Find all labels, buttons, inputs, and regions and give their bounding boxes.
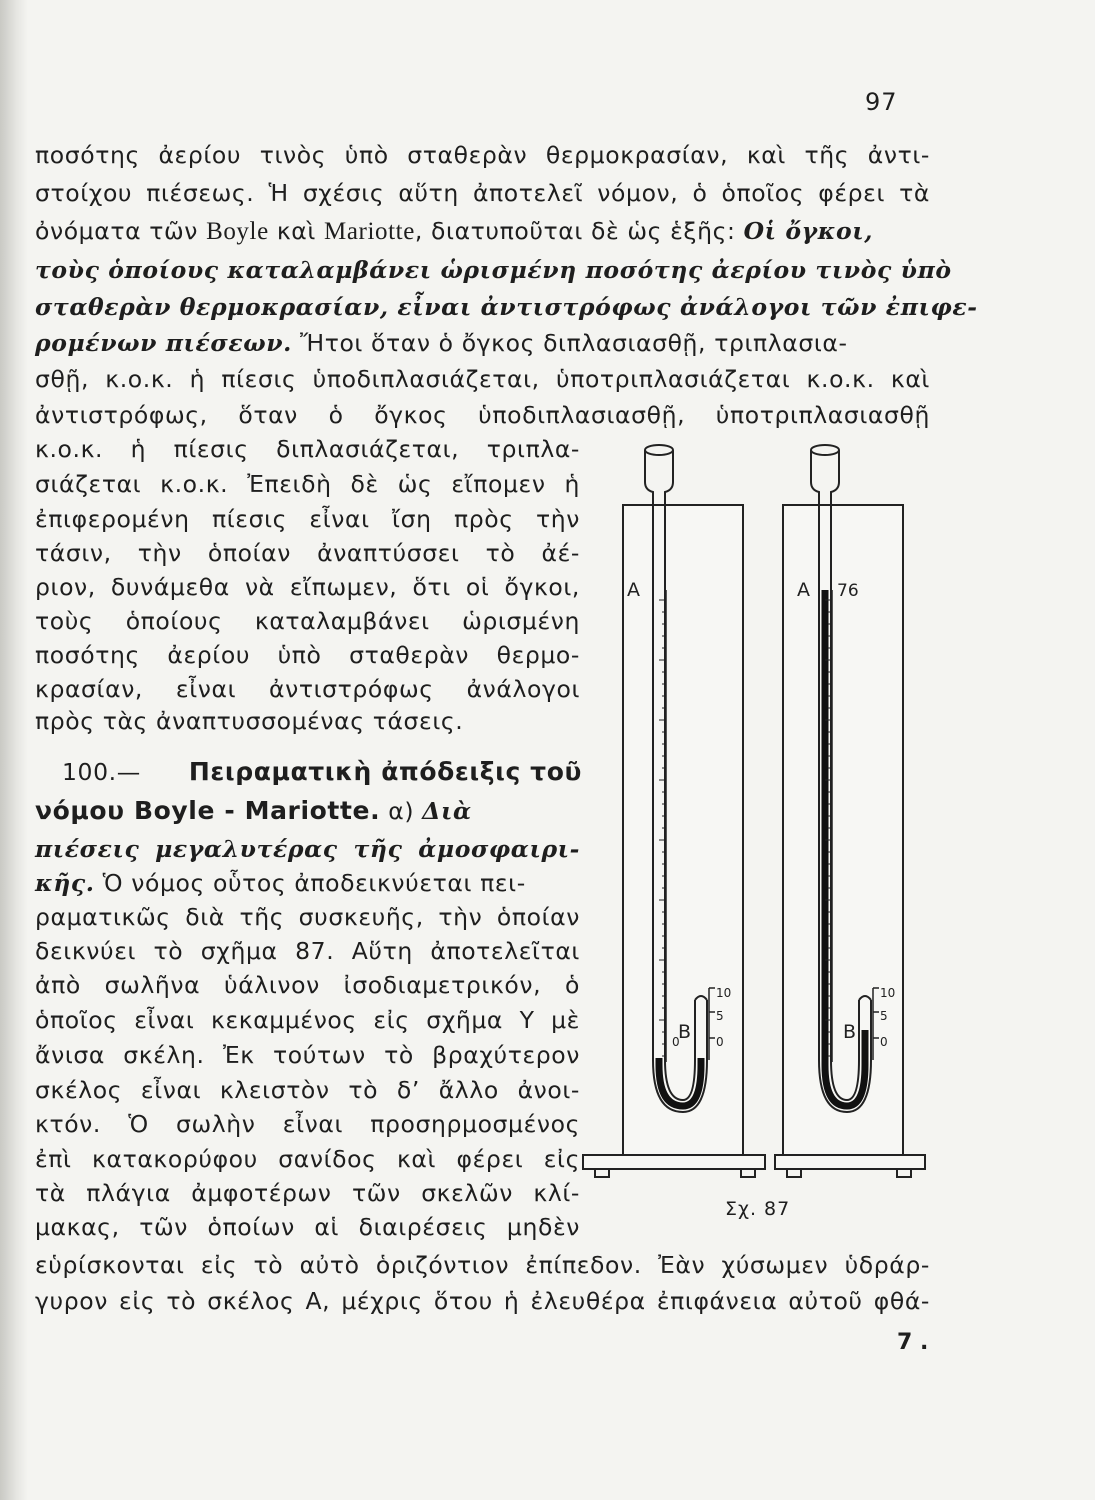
figure-caption: Σχ. 87: [725, 1198, 791, 1220]
text-line: ἐπὶ κατακορύφου σανίδος καὶ φέρει εἰς: [35, 1145, 580, 1173]
funnel-rim: [811, 445, 839, 455]
label-a-right: A: [797, 579, 810, 601]
text-line: ἐπιφερομένη πίεσις εἶναι ἴση πρὸς τὴν: [35, 505, 580, 533]
apparatus-left: [583, 445, 765, 1177]
section-number: 100.—: [62, 758, 141, 786]
apparatus-board: [783, 505, 903, 1165]
text-line: ραματικῶς διὰ τῆς συσκευῆς, τὴν ὁποίαν: [35, 903, 580, 931]
page-number: 97: [865, 88, 898, 116]
text-line: ποσότης ἀερίου ὑπὸ σταθερὰν θερμο-: [35, 641, 580, 669]
law-statement-end: ρομένων πιέσεων.: [35, 329, 292, 357]
text-line: δεικνύει τὸ σχῆμα 87. Αὕτη ἀποτελεῖται: [35, 937, 580, 965]
label-76: 76: [837, 581, 859, 601]
scale-label-10: 10: [716, 986, 732, 1000]
scale-label-0-long: 0: [672, 1035, 680, 1049]
sub-label: α): [380, 797, 423, 825]
apparatus-board: [623, 505, 743, 1165]
text-line: σιάζεται κ.ο.κ. Ἐπειδὴ δὲ ὡς εἴπομεν ἡ: [35, 470, 580, 498]
base-foot: [897, 1169, 911, 1177]
figure-boyle-mariotte-apparatus: [575, 440, 935, 1200]
section-title-law-name: νόμου Boyle - Mariotte.: [35, 796, 381, 825]
section-heading-line2: [35, 796, 580, 826]
text-line: σθῇ, κ.ο.κ. ἡ πίεσις ὑποδιπλασιάζεται, ὑποτριπλασιάζεται κ.ο.κ. καὶ: [35, 365, 930, 393]
funnel: [811, 450, 839, 495]
text-line: κτόν. Ὁ σωλὴν εἶναι προσηρμοσμένος: [35, 1110, 580, 1138]
name-mariotte: Mariotte: [324, 218, 415, 245]
label-a-left: A: [627, 579, 640, 601]
text-line: μακας, τῶν ὁποίων αἱ διαιρέσεις μηδὲν: [35, 1213, 580, 1241]
text-line-subsection-end: [35, 868, 580, 898]
signature-mark: 7 .: [897, 1330, 929, 1355]
text-line: ποσότης ἀερίου τινὸς ὑπὸ σταθερὰν θερμοκρασίαν, καὶ τῆς ἀντι-: [35, 141, 930, 169]
law-statement-start: Οἱ ὄγκοι,: [743, 217, 874, 245]
label-b-right: B: [843, 1021, 857, 1043]
subsection-title: Διὰ: [422, 797, 472, 825]
base-foot: [787, 1169, 801, 1177]
text-line: γυρον εἰς τὸ σκέλος Α, μέχρις ὅτου ἡ ἐλευθέρα ἐπιφάνεια αὐτοῦ φθά-: [35, 1287, 930, 1315]
label-b-left: B: [678, 1021, 692, 1043]
page-edge-shadow: [0, 0, 28, 1500]
text-line: ριον, δυνάμεθα νὰ εἴπωμεν, ὅτι οἱ ὄγκοι,: [35, 573, 580, 601]
scale-label-5: 5: [880, 1009, 888, 1023]
text-line: κρασίαν, εἶναι ἀντιστρόφως ἀνάλογοι: [35, 675, 580, 703]
base-foot: [741, 1169, 755, 1177]
funnel-rim: [645, 445, 673, 455]
subsection-title-end: κῆς.: [35, 869, 95, 897]
apparatus-right: [775, 445, 925, 1177]
text-line: τοὺς ὁποίους καταλαμβάνει ὡρισμένη: [35, 607, 580, 635]
text-line-law-end: [35, 328, 930, 358]
section-heading: [62, 757, 582, 787]
text-line: στοίχου πιέσεως. Ἡ σχέσις αὕτη ἀποτελεῖ νόμον, ὁ ὁποῖος φέρει τὰ: [35, 179, 930, 207]
text-fragment: ὀνόματα τῶν: [35, 217, 207, 245]
scale-label-0: 0: [880, 1035, 888, 1049]
law-statement-line: τοὺς ὁποίους καταλαμβάνει ὡρισμένη ποσότης ἀερίου τινὸς ὑπὸ: [35, 256, 952, 284]
name-boyle: Boyle: [206, 218, 269, 245]
text-line: εὑρίσκονται εἰς τὸ αὐτὸ ὁριζόντιον ἐπίπεδον. Ἐὰν χύσωμεν ὑδράρ-: [35, 1251, 930, 1279]
text-line: ἄνισα σκέλη. Ἐκ τούτων τὸ βραχύτερον: [35, 1041, 580, 1069]
scale-label-5: 5: [716, 1009, 724, 1023]
text-line-names: [35, 216, 930, 247]
text-line: κ.ο.κ. ἡ πίεσις διπλασιάζεται, τριπλα-: [35, 435, 580, 463]
text-line: τὰ πλάγια ἀμφοτέρων τῶν σκελῶν κλί-: [35, 1179, 580, 1207]
text-line: ἀντιστρόφως, ὅταν ὁ ὄγκος ὑποδιπλασιασθῇ, ὑποτριπλασιασθῇ: [35, 401, 930, 429]
text-line: σκέλος εἶναι κλειστὸν τὸ δ’ ἄλλο ἀνοι-: [35, 1076, 580, 1104]
text-line: ὁποῖος εἶναι κεκαμμένος εἰς σχῆμα Υ μὲ: [35, 1006, 580, 1034]
apparatus-base: [583, 1155, 765, 1169]
apparatus-base: [775, 1155, 925, 1169]
scale-label-10: 10: [880, 986, 896, 1000]
text-fragment: Ἤτοι ὅταν ὁ ὄγκος διπλασιασθῇ, τριπλασια-: [291, 329, 848, 357]
text-line: τάσιν, τὴν ὁποίαν ἀναπτύσσει τὸ ἀέ-: [35, 539, 580, 567]
section-title: Πειραματικὴ ἀπόδειξις τοῦ: [188, 757, 582, 786]
text-fragment: Ὁ νόμος οὗτος ἀποδεικνύεται πει-: [94, 869, 526, 897]
text-fragment: καὶ: [268, 217, 325, 245]
subsection-title-line: πιέσεις μεγαλυτέρας τῆς ἀμοσφαιρι-: [35, 835, 580, 863]
funnel: [645, 450, 673, 495]
scale-label-0-short: 0: [716, 1035, 724, 1049]
base-foot: [595, 1169, 609, 1177]
text-line: ἀπὸ σωλῆνα ὑάλινον ἰσοδιαμετρικόν, ὁ: [35, 971, 580, 999]
text-line: πρὸς τὰς ἀναπτυσσομένας τάσεις.: [35, 707, 464, 735]
law-statement-line: σταθερὰν θερμοκρασίαν, εἶναι ἀντιστρόφως ἀνάλογοι τῶν ἐπιφε-: [35, 293, 978, 321]
text-fragment: , διατυποῦται δὲ ὡς ἑξῆς:: [414, 217, 744, 245]
